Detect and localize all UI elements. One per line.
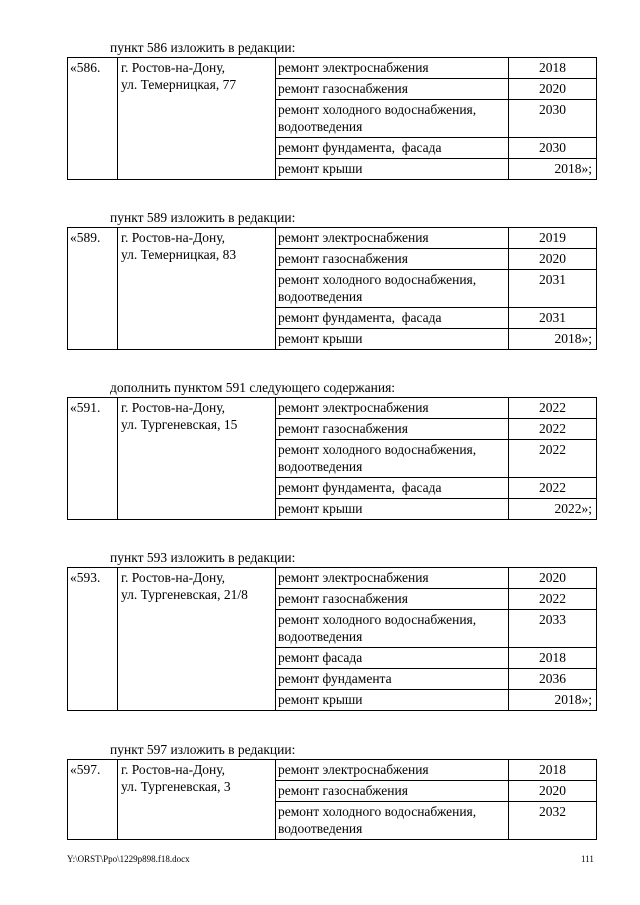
work-year: 2022: [509, 478, 597, 499]
address-city: г. Ростов-на-Дону,: [121, 60, 226, 75]
work-year: 2018»;: [509, 690, 597, 711]
work-year: 2018: [509, 760, 597, 781]
work-year: 2030: [509, 100, 597, 138]
footer-file-path: Y:\ORST\Ppo\1229p898.f18.docx: [67, 854, 190, 864]
address-city: г. Ростов-на-Дону,: [121, 570, 226, 585]
work-year: 2019: [509, 228, 597, 249]
work-year: 2033: [509, 610, 597, 648]
work-year: 2031: [509, 308, 597, 329]
work-type: ремонт газоснабжения: [276, 781, 509, 802]
table-row: [68, 568, 597, 589]
register-table: [67, 567, 597, 711]
work-type: ремонт холодного водоснабжения, водоотведения: [276, 270, 509, 308]
register-table: [67, 57, 597, 180]
table-row: [68, 760, 597, 781]
work-year: 2022: [509, 589, 597, 610]
work-type: ремонт холодного водоснабжения, водоотведения: [276, 802, 509, 840]
work-year: 2031: [509, 270, 597, 308]
footer-page-number: 111: [581, 854, 594, 864]
work-type: ремонт крыши: [276, 159, 509, 180]
work-year: 2020: [509, 249, 597, 270]
register-table: [67, 397, 597, 520]
work-type: ремонт фундамента, фасада: [276, 478, 509, 499]
work-year: 2018»;: [509, 159, 597, 180]
work-type: ремонт фундамента, фасада: [276, 138, 509, 159]
work-year: 2020: [509, 79, 597, 100]
work-type: ремонт газоснабжения: [276, 79, 509, 100]
work-year: 2018»;: [509, 329, 597, 350]
work-year: 2020: [509, 781, 597, 802]
work-type: ремонт холодного водоснабжения, водоотведения: [276, 100, 509, 138]
item-address: [118, 760, 276, 840]
work-type: ремонт фундамента: [276, 669, 509, 690]
item-number: «593.: [68, 568, 118, 711]
work-year: 2022: [509, 419, 597, 440]
work-year: 2020: [509, 568, 597, 589]
work-type: ремонт крыши: [276, 499, 509, 520]
work-type: ремонт газоснабжения: [276, 249, 509, 270]
work-year: 2022»;: [509, 499, 597, 520]
item-address: [118, 568, 276, 711]
address-street: ул. Темерницкая, 77: [121, 77, 237, 92]
address-street: ул. Тургеневская, 21/8: [121, 587, 248, 602]
register-table: [67, 227, 597, 350]
register-table: [67, 759, 597, 840]
work-type: ремонт электроснабжения: [276, 58, 509, 79]
work-type: ремонт электроснабжения: [276, 228, 509, 249]
amendment-intro: пункт 586 изложить в редакции:: [110, 40, 296, 55]
item-address: [118, 398, 276, 520]
address-street: ул. Темерницкая, 83: [121, 247, 237, 262]
work-type: ремонт газоснабжения: [276, 419, 509, 440]
work-year: 2022: [509, 440, 597, 478]
work-year: 2030: [509, 138, 597, 159]
work-type: ремонт холодного водоснабжения, водоотведения: [276, 610, 509, 648]
table-row: [68, 228, 597, 249]
amendment-intro: дополнить пунктом 591 следующего содержания:: [110, 380, 396, 395]
item-address: [118, 58, 276, 180]
address-street: ул. Тургеневская, 15: [121, 417, 238, 432]
item-address: [118, 228, 276, 350]
work-type: ремонт фундамента, фасада: [276, 308, 509, 329]
work-year: 2018: [509, 58, 597, 79]
work-type: ремонт фасада: [276, 648, 509, 669]
work-type: ремонт холодного водоснабжения, водоотведения: [276, 440, 509, 478]
item-number: «591.: [68, 398, 118, 520]
address-street: ул. Тургеневская, 3: [121, 779, 231, 794]
work-type: ремонт крыши: [276, 690, 509, 711]
amendment-intro: пункт 593 изложить в редакции:: [110, 550, 296, 565]
work-year: 2032: [509, 802, 597, 840]
work-type: ремонт электроснабжения: [276, 760, 509, 781]
item-number: «586.: [68, 58, 118, 180]
work-year: 2018: [509, 648, 597, 669]
work-year: 2022: [509, 398, 597, 419]
address-city: г. Ростов-на-Дону,: [121, 230, 226, 245]
work-type: ремонт электроснабжения: [276, 568, 509, 589]
amendment-intro: пункт 597 изложить в редакции:: [110, 742, 296, 757]
work-type: ремонт электроснабжения: [276, 398, 509, 419]
table-row: [68, 398, 597, 419]
address-city: г. Ростов-на-Дону,: [121, 400, 226, 415]
work-type: ремонт крыши: [276, 329, 509, 350]
item-number: «589.: [68, 228, 118, 350]
address-city: г. Ростов-на-Дону,: [121, 762, 226, 777]
work-type: ремонт газоснабжения: [276, 589, 509, 610]
item-number: «597.: [68, 760, 118, 840]
work-year: 2036: [509, 669, 597, 690]
amendment-intro: пункт 589 изложить в редакции:: [110, 210, 296, 225]
table-row: [68, 58, 597, 79]
